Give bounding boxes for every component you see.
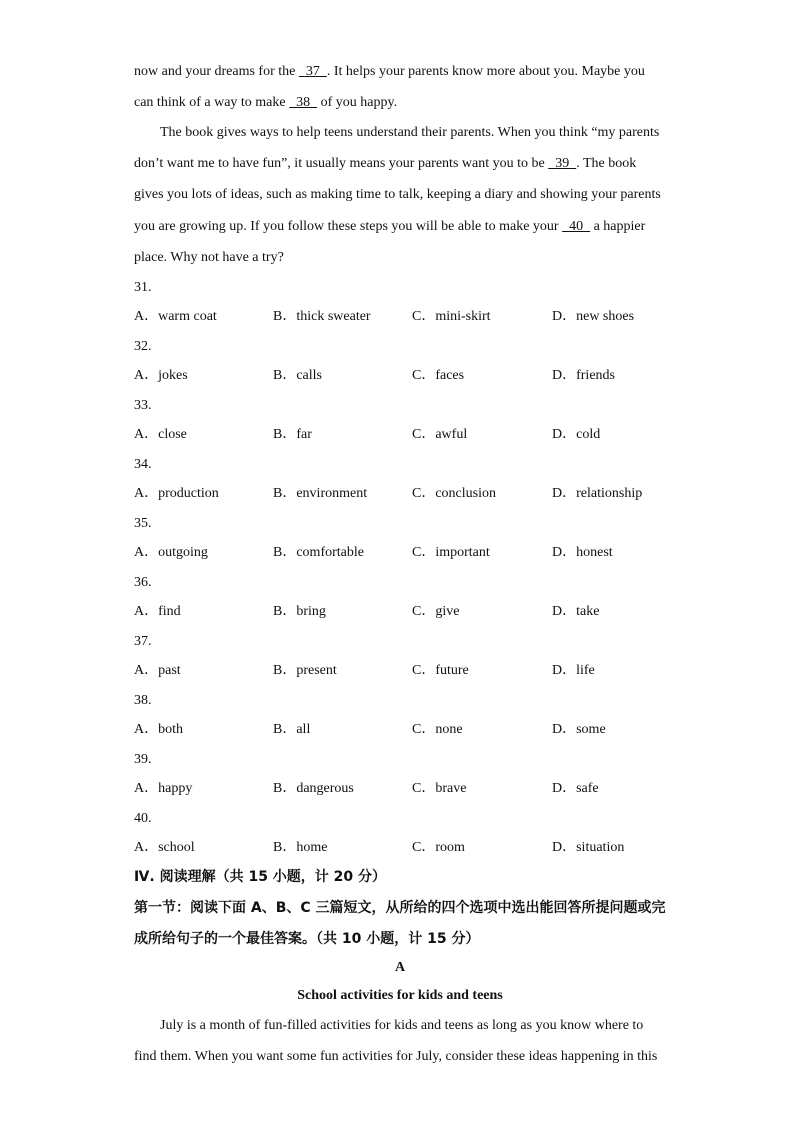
passage-line: you are growing up. If you follow these steps you will be able to make your 40 a happier	[134, 219, 646, 234]
option-d[interactable]: D．honest	[552, 545, 613, 560]
option-b[interactable]: B．present	[273, 663, 337, 678]
question-number: 37.	[134, 634, 152, 649]
option-a[interactable]: A．school	[134, 840, 195, 855]
blank-37: 37	[305, 64, 320, 79]
option-b[interactable]: B．comfortable	[273, 545, 364, 560]
section-heading: Ⅳ. 阅读理解（共 15 小题，计 20 分）	[134, 869, 387, 885]
question-number: 34.	[134, 457, 152, 472]
option-b[interactable]: B．calls	[273, 368, 322, 383]
option-b[interactable]: B．environment	[273, 486, 368, 501]
option-d[interactable]: D．take	[552, 604, 600, 619]
option-c[interactable]: C．awful	[412, 427, 468, 442]
option-d[interactable]: D．some	[552, 722, 606, 737]
option-b[interactable]: B．bring	[273, 604, 326, 619]
passage-title: School activities for kids and teens	[297, 988, 503, 1003]
option-c[interactable]: C．important	[412, 545, 490, 560]
question-number: 40.	[134, 811, 152, 826]
option-a[interactable]: A．close	[134, 427, 187, 442]
section-instruction: 第一节：阅读下面 A、B、C 三篇短文，从所给的四个选项中选出能回答所提问题或完	[134, 900, 666, 916]
blank-39: 39	[555, 156, 570, 171]
blank-40: 40	[569, 219, 584, 234]
option-d[interactable]: D．relationship	[552, 486, 643, 501]
passage-line: can think of a way to make 38 of you happy.	[134, 95, 398, 110]
passage-line: find them. When you want some fun activities for July, consider these ideas happening in this	[134, 1049, 658, 1064]
option-d[interactable]: D．life	[552, 663, 595, 678]
section-instruction: 成所给句子的一个最佳答案。（共 10 小题，计 15 分）	[134, 931, 480, 947]
question-number: 31.	[134, 280, 152, 295]
option-a[interactable]: A．warm coat	[134, 309, 217, 324]
option-c[interactable]: C．none	[412, 722, 463, 737]
question-number: 39.	[134, 752, 152, 767]
blank-38: 38	[296, 95, 311, 110]
option-c[interactable]: C．room	[412, 840, 465, 855]
option-a[interactable]: A．production	[134, 486, 219, 501]
question-number: 36.	[134, 575, 152, 590]
option-c[interactable]: C．conclusion	[412, 486, 496, 501]
option-d[interactable]: D．cold	[552, 427, 601, 442]
option-a[interactable]: A．happy	[134, 781, 193, 796]
option-a[interactable]: A．find	[134, 604, 181, 619]
question-number: 35.	[134, 516, 152, 531]
option-a[interactable]: A．outgoing	[134, 545, 208, 560]
option-d[interactable]: D．safe	[552, 781, 599, 796]
option-b[interactable]: B．dangerous	[273, 781, 354, 796]
option-b[interactable]: B．all	[273, 722, 311, 737]
passage-line: now and your dreams for the 37 . It helps your parents know more about you. Maybe you	[134, 64, 645, 79]
passage-letter: A	[394, 960, 406, 975]
option-a[interactable]: A．both	[134, 722, 183, 737]
passage-line: July is a month of fun-filled activities for kids and teens as long as you know where to	[160, 1018, 644, 1033]
option-c[interactable]: C．give	[412, 604, 460, 619]
option-a[interactable]: A．past	[134, 663, 181, 678]
option-a[interactable]: A．jokes	[134, 368, 188, 383]
option-c[interactable]: C．brave	[412, 781, 467, 796]
option-d[interactable]: D．situation	[552, 840, 625, 855]
question-number: 33.	[134, 398, 152, 413]
option-c[interactable]: C．future	[412, 663, 469, 678]
option-b[interactable]: B．home	[273, 840, 328, 855]
passage-line: gives you lots of ideas, such as making time to talk, keeping a diary and showing your parents	[134, 187, 661, 202]
passage-line: don’t want me to have fun”, it usually means your parents want you to be 39 . The book	[134, 156, 637, 171]
passage-line: place. Why not have a try?	[134, 250, 284, 265]
option-d[interactable]: D．new shoes	[552, 309, 635, 324]
option-c[interactable]: C．mini-skirt	[412, 309, 491, 324]
passage-line: The book gives ways to help teens understand their parents. When you think “my parents	[160, 125, 660, 140]
question-number: 32.	[134, 339, 152, 354]
option-b[interactable]: B．far	[273, 427, 312, 442]
option-d[interactable]: D．friends	[552, 368, 615, 383]
question-number: 38.	[134, 693, 152, 708]
option-c[interactable]: C．faces	[412, 368, 465, 383]
option-b[interactable]: B．thick sweater	[273, 309, 371, 324]
